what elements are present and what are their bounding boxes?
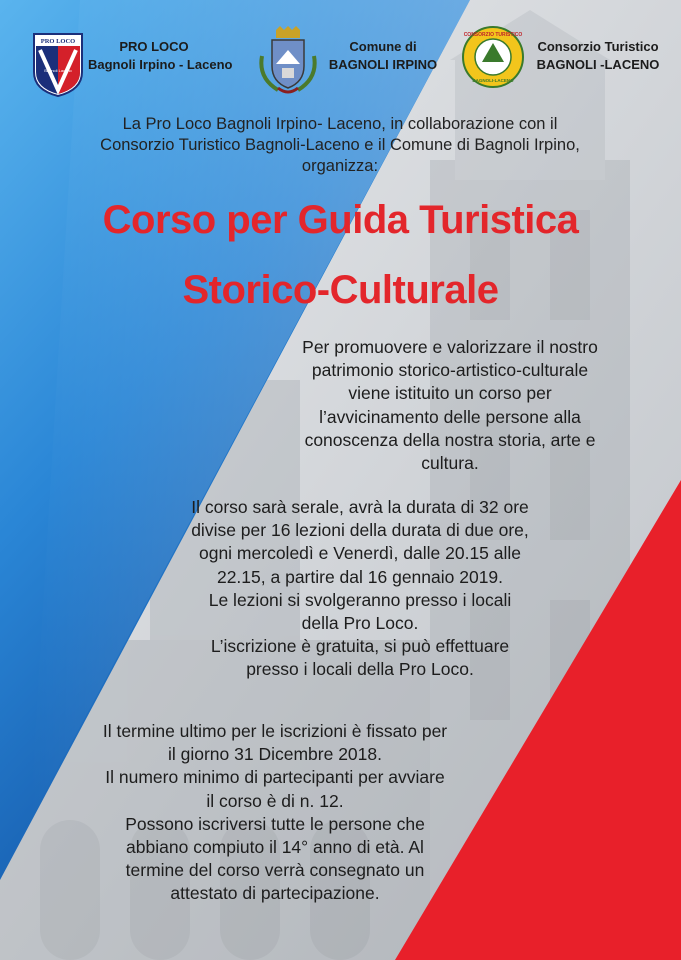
paragraph-line: Le lezioni si svolgeranno presso i locali (208, 589, 512, 610)
comune-name-line1: Comune di (349, 39, 417, 54)
paragraph-intro (250, 336, 650, 475)
pro-loco-name-line2: Bagnoli Irpino - Laceno (88, 57, 233, 72)
paragraph-line: abbiano compiuto il 14° anno di età. Al (126, 837, 424, 858)
pro-loco-logo (32, 32, 84, 98)
paragraph-line: Per promuovere e valorizzare il nostro (302, 337, 598, 357)
pro-loco-logo-text: PRO LOCO (40, 38, 76, 45)
paragraph-line: Il termine ultimo per le iscrizioni è fissato per (102, 721, 448, 741)
paragraph-line: conoscenza della nostra storia, arte e (304, 429, 596, 450)
paragraph-line: ogni mercoledì e Venerdì, dalle 20.15 alle (198, 543, 522, 564)
paragraph-line: l’avvicinamento delle persone alla (319, 406, 581, 427)
paragraph-line: L’iscrizione è gratuita, si può effettuare (210, 636, 510, 657)
consorzio-logo (462, 26, 524, 88)
paragraph-line: presso i locali della Pro Loco. (246, 659, 474, 680)
pro-loco-name (88, 38, 233, 74)
pro-loco-name-line1: PRO LOCO (119, 39, 189, 54)
paragraph-line: 22.15, a partire dal 16 gennaio 2019. (216, 566, 504, 587)
intro-line: La Pro Loco Bagnoli Irpino- Laceno, in collaborazione con il (122, 115, 558, 133)
header (0, 0, 681, 105)
paragraph-schedule (100, 496, 620, 682)
paragraph-line: il giorno 31 Dicembre 2018. (167, 744, 382, 765)
intro-text (40, 114, 640, 177)
title-line1: Corso per Guida Turistica (102, 198, 579, 242)
paragraph-line: viene istituito un corso per (348, 383, 552, 404)
intro-line: Consorzio Turistico Bagnoli-Laceno e il Comune di Bagnoli Irpino, (100, 136, 580, 154)
consorzio-logo-ring-text: CONSORZIO TURISTICO (463, 32, 523, 38)
pro-loco-logo-subtext: Bagnoli Laceno (44, 68, 72, 73)
comune-name-line2: BAGNOLI IRPINO (328, 57, 438, 72)
paragraph-line: termine del corso verrà consegnato un (125, 860, 425, 881)
comune-coat-of-arms-icon (256, 26, 320, 98)
paragraph-line: Il numero minimo di partecipanti per avviare (105, 767, 445, 788)
intro-line: organizza: (301, 157, 379, 175)
paragraph-requirements (20, 720, 530, 906)
paragraph-line: cultura. (421, 453, 479, 474)
paragraph-line: il corso è di n. 12. (206, 790, 344, 811)
paragraph-line: Il corso sarà serale, avrà la durata di 32 ore (191, 497, 529, 517)
paragraph-line: della Pro Loco. (301, 613, 419, 634)
paragraph-line: divise per 16 lezioni della durata di due ore, (191, 520, 529, 541)
consorzio-name (524, 38, 672, 74)
comune-name (318, 38, 448, 74)
consorzio-name-line2: BAGNOLI -LACENO (536, 57, 660, 72)
paragraph-line: Possono iscriversi tutte le persone che (125, 813, 425, 834)
consorzio-logo-bottom-text: BAGNOLI-LACENO (472, 78, 514, 83)
paragraph-line: patrimonio storico-artistico-culturale (311, 360, 589, 381)
paragraph-line: attestato di partecipazione. (170, 883, 380, 904)
title-line2: Storico-Culturale (182, 268, 499, 312)
consorzio-name-line1: Consorzio Turistico (537, 39, 659, 54)
